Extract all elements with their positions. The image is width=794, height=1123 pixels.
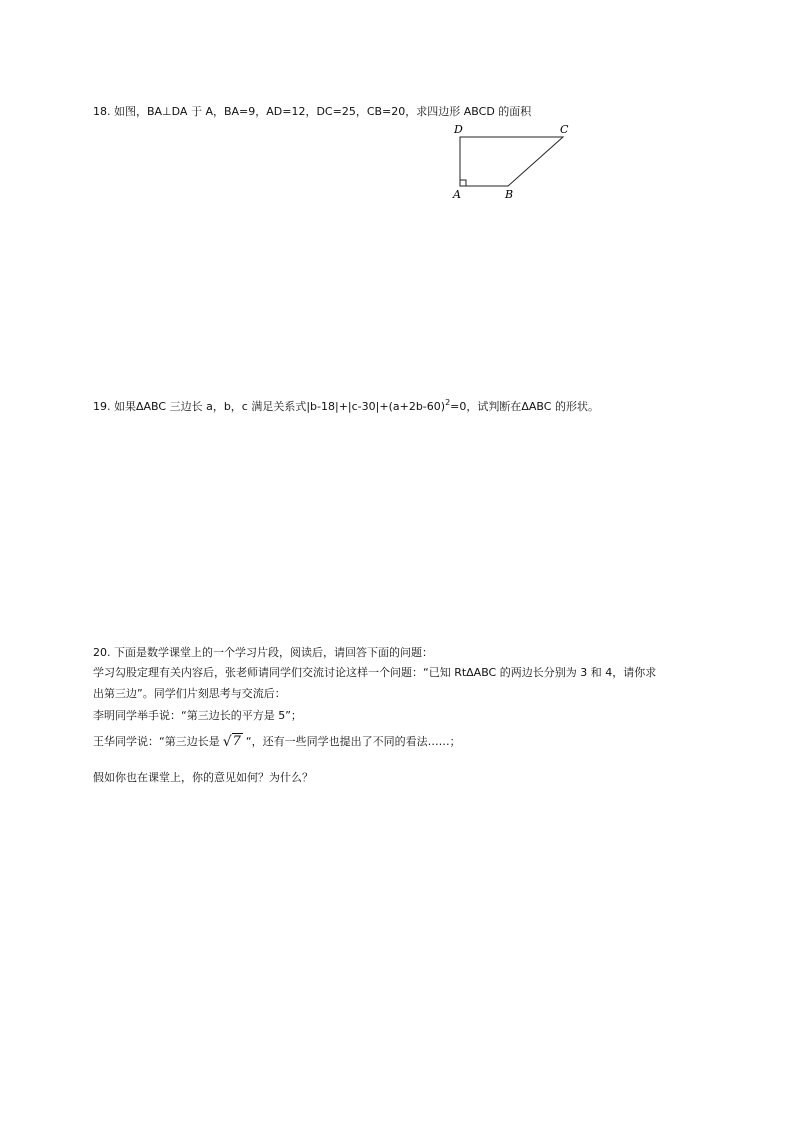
q19-prefix: 19. 如果 xyxy=(93,400,136,413)
question-20-line-6: 假如你也在课堂上，你的意见如何？为什么？ xyxy=(93,771,313,784)
question-20-line-5 xyxy=(93,734,461,750)
radicand: 7 xyxy=(232,734,241,749)
radical-sign: √ xyxy=(222,734,232,750)
q19-middle: 三边长 a，b，c 满足关系式|b-18|+|c-30|+(a+2b-60) xyxy=(166,400,446,413)
question-18-text: 18. 如图，BA⊥DA 于 A，BA=9，AD=12，DC=25，CB=20，求四边形 ABCD 的面积 xyxy=(93,105,532,118)
question-20-line-4: 李明同学举手说：“第三边长的平方是 5”； xyxy=(93,709,302,722)
quadrilateral-abcd xyxy=(460,137,563,186)
q20-line5-post: “，还有一些同学也提出了不同的看法……； xyxy=(245,735,461,748)
q20-line5-pre: 王华同学说：“第三边长是 xyxy=(93,735,220,748)
sqrt-expression xyxy=(223,734,243,750)
q19-exponent: 2 xyxy=(445,398,451,407)
quadrilateral-figure xyxy=(448,121,588,203)
label-b: B xyxy=(505,188,514,201)
question-20-line-3: 出第三边”。同学们片刻思考与交流后： xyxy=(93,687,286,700)
label-d: D xyxy=(454,123,463,136)
q19-end: 的形状。 xyxy=(551,400,599,413)
right-angle-mark xyxy=(460,180,466,186)
question-19-text xyxy=(93,395,599,415)
label-a: A xyxy=(453,188,461,201)
label-c: C xyxy=(560,123,569,136)
q19-triangle-2: ΔABC xyxy=(521,400,552,413)
question-20-line-2: 学习勾股定理有关内容后，张老师请同学们交流讨论这样一个问题：“已知 RtΔABC 的两边长分别为 3 和 4，请你求 xyxy=(93,666,657,679)
q19-suffix: =0，试判断在 xyxy=(450,400,522,413)
question-20-line-1: 20. 下面是数学课堂上的一个学习片段，阅读后，请回答下面的问题： xyxy=(93,646,433,659)
q19-triangle: ΔABC xyxy=(136,400,167,413)
